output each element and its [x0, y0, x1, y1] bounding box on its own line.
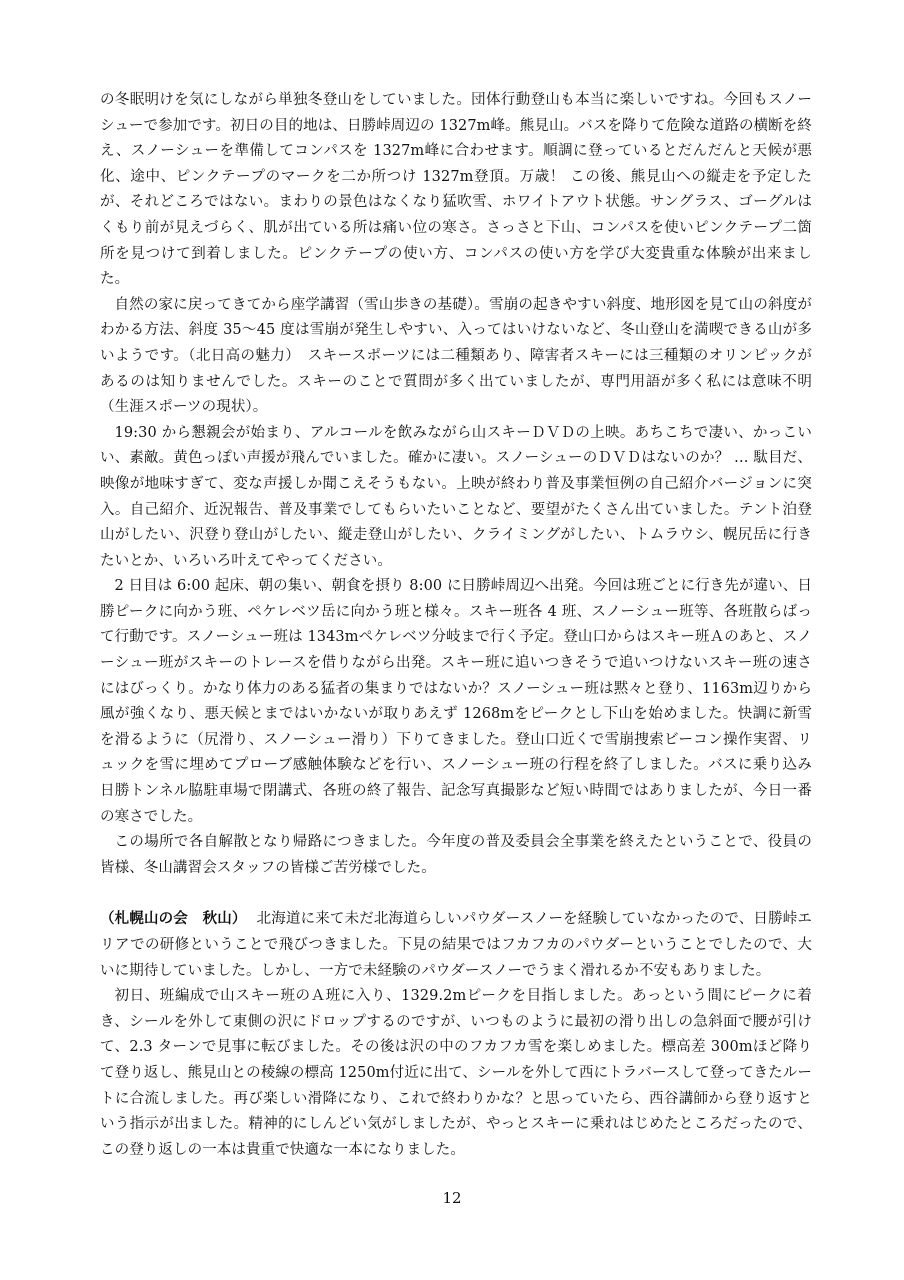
paragraph [100, 907, 812, 984]
paragraph-text: 北海道に来て未だ北海道らしいパウダースノーを経験していなかったので、日勝峠エリアでの研修ということで飛びつきました。下見の結果ではフカフカのパウダーということでしたので、大いに期待していました。しかし、一方で未経験のパウダースノーでうまく滑れるか不安もありました。 [100, 911, 813, 979]
paragraph: の冬眠明けを気にしながら単独冬登山をしていました。団体行動登山も本当に楽しいですね。今回もスノーシューで参加です。初日の目的地は、日勝峠周辺の 1327m峰。熊見山。バスを降りて危険な道路の横断を終え、スノーシューを準備してコンパスを 1327m峰に合わせます。順調に登っているとだんだんと天候が悪化、途中、ピンクテープのマークを二か所つけ 1327m登頂。万歳！ この後、熊見山への縦走を予定したが、それどころではない。まわりの景色はなくなり猛吹雪、ホワイトアウト状態。サングラス、ゴーグルはくもり前が見えづらく、肌が出ている所は痛い位の寒さ。さっさと下山、コンパスを使いピンクテープ二箇所を見つけて到着しました。ピンクテープの使い方、コンパスの使い方を学び大変貴重な体験が出来ました。 [100, 92, 812, 288]
body-text [100, 88, 812, 1163]
paragraph: この場所で各自解散となり帰路につきました。今年度の普及委員会全事業を終えたということで、役員の皆様、冬山講習会スタッフの皆様ご苦労様でした。 [100, 834, 812, 876]
author-label: （札幌山の会 秋山） [100, 911, 247, 928]
page-number: 12 [442, 1189, 462, 1207]
paragraph: 初日、班編成で山スキー班のＡ班に入り、1329.2mピークを目指しました。あっという間にピークに着き、シールを外して東側の沢にドロップするのですが、いつものように最初の滑り出しの急斜面で腰が引けて、2.3 ターンで見事に転びました。その後は沢の中のフカフカ雪を楽しめました。標高差 300mほど降りて登り返し、熊見山との稜線の標高 1250m付近に出て、シールを外して西にトラバースして登ってきたルートに合流しました。再び楽しい滑降になり、これで終わりかな？と思っていたら、西谷講師から登り返すという指示が出ました。精神的にしんどい気がしましたが、やっとスキーに乗れはじめたところだったので、この登り返しの一本は貴重で快適な一本になりました。 [100, 988, 812, 1158]
paragraph: 自然の家に戻ってきてから座学講習（雪山歩きの基礎）。雪崩の起きやすい斜度、地形図を見て山の斜度がわかる方法、斜度 35～45 度は雪崩が発生しやすい、入ってはいけないなど、冬山登山を満喫できる山が多いようです。（北日高の魅力） スキースポーツには二種類あり、障害者スキーには三種類のオリンピックがあるのは知りませんでした。スキーのことで質問が多く出ていましたが、専門用語が多く私には意味不明（生涯スポーツの現状）。 [100, 296, 812, 416]
paragraph: 2 日目は 6:00 起床、朝の集い、朝食を摂り 8:00 に日勝峠周辺へ出発。今回は班ごとに行き先が違い、日勝ピークに向かう班、ペケレベツ岳に向かう班と様々。スキー班各 4 班、スノーシュー班等、各班散らばって行動です。スノーシュー班は 1343mペケレベツ分岐まで行く予定。登山口からはスキー班Ａのあと、スノーシュー班がスキーのトレースを借りながら出発。スキー班に追いつきそうで追いつけないスキー班の速さにはびっくり。かなり体力のある猛者の集まりではないか？スノーシュー班は黙々と登り、1163m辺りから風が強くなり、悪天候とまではいかないが取りあえず 1268mをピークとし下山を始めました。快調に新雪を滑るように（尻滑り、スノーシュー滑り）下りてきました。登山口近くで雪崩捜索ビーコン操作実習、リュックを雪に埋めてプローブ感触体験などを行い、スノーシュー班の行程を終了しました。バスに乗り込み日勝トンネル脇駐車場で閉講式、各班の終了報告、記念写真撮影など短い時間ではありましたが、今日一番の寒さでした。 [100, 578, 812, 825]
paragraph: 19:30 から懇親会が始まり、アルコールを飲みながら山スキーＤＶＤの上映。あちこちで凄い、かっこいい、素敵。黄色っぽい声援が飛んでいました。確かに凄い。スノーシューのＤＶＤはないのか？ … 駄目だ、映像が地味すぎて、変な声援しか聞こえそうもない。上映が終わり普及事業恒例の自己紹介バージョンに突入。自己紹介、近況報告、普及事業でしてもらいたいことなど、要望がたくさん出ていました。テント泊登山がしたい、沢登り登山がしたい、縦走登山がしたい、クライミングがしたい、トムラウシ、幌尻岳に行きたいとか、いろいろ叶えてやってください。 [100, 424, 812, 569]
section-gap [100, 881, 812, 907]
